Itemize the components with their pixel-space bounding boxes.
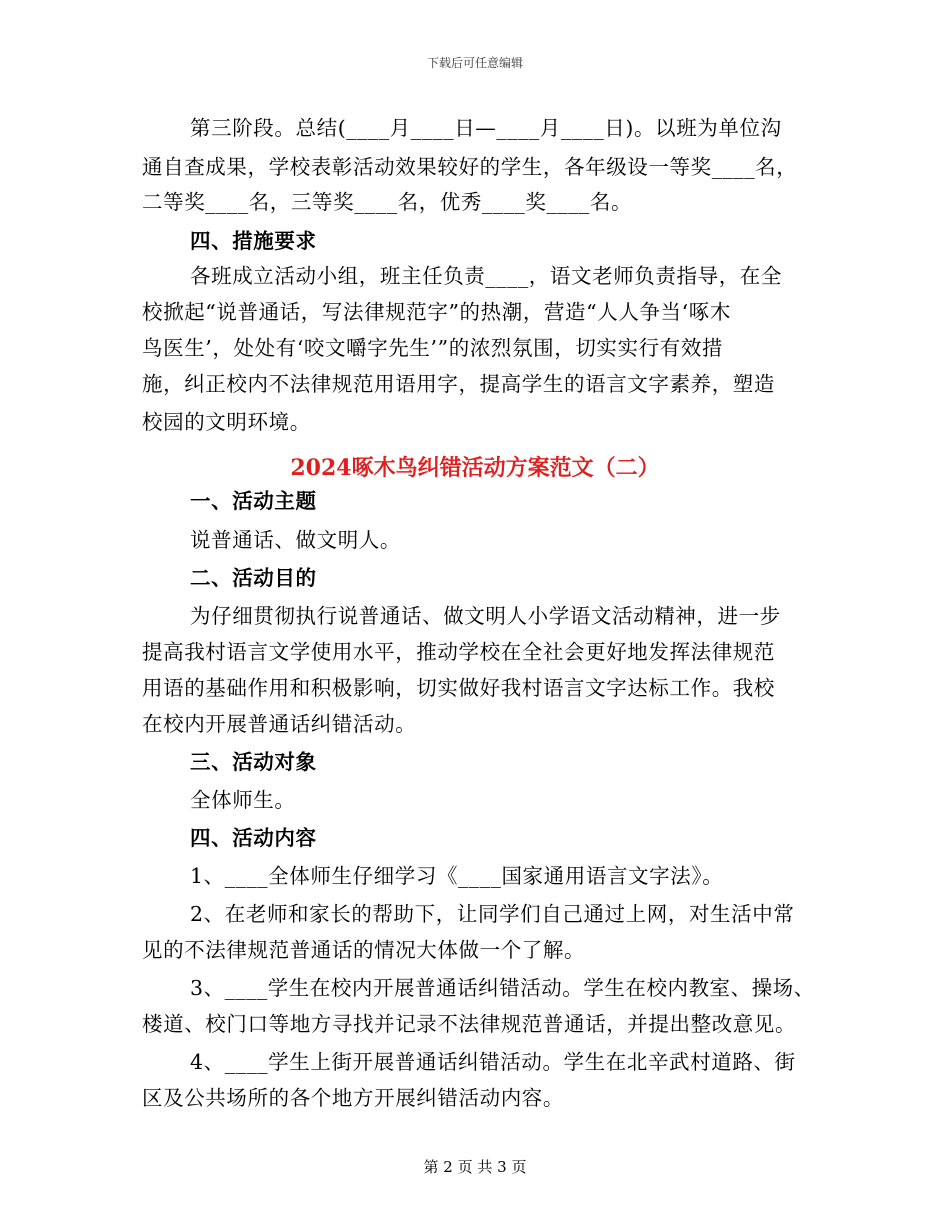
section-heading: 一、活动主题 (190, 489, 317, 513)
paragraph-line: 校园的文明环境。 (142, 410, 311, 434)
paragraph-line: 用语的基础作用和积极影响，切实做好我村语言文字达标工作。我校 (142, 676, 775, 700)
document-title: 2024啄木鸟纠错活动方案范文（二） (290, 455, 660, 481)
section-heading: 二、活动目的 (190, 566, 317, 590)
page-number: 第 2 页 共 3 页 (423, 1158, 527, 1176)
section-heading: 四、活动内容 (190, 826, 317, 850)
paragraph-line: 鸟医生’，处处有‘咬文嚼字先生’”的浓烈氛围，切实实行有效措 (142, 336, 724, 360)
section-heading: 四、措施要求 (190, 229, 317, 253)
paragraph-line: 楼道、校门口等地方寻找并记录不法律规范普通话，并提出整改意见。 (142, 1012, 797, 1036)
paragraph-line: 施，纠正校内不法律规范用语用字，提高学生的语言文字素养，塑造 (142, 372, 775, 396)
paragraph-line: 提高我村语言文学使用水平，推动学校在全社会更好地发挥法律规范 (142, 640, 775, 664)
list-item: 2、在老师和家长的帮助下，让同学们自己通过上网，对生活中常 (190, 902, 795, 926)
paragraph-line: 说普通话、做文明人。 (190, 528, 401, 552)
list-item: 4、____学生上街开展普通话纠错活动。学生在北辛武村道路、街 (190, 1050, 796, 1074)
paragraph-line: 通自查成果，学校表彰活动效果较好的学生，各年级设一等奖____名， (142, 155, 798, 179)
list-item: 3、____学生在校内开展普通话纠错活动。学生在校内教室、操场、 (190, 976, 815, 1000)
header-note: 下载后可任意编辑 (426, 56, 523, 70)
section-heading: 三、活动对象 (190, 750, 317, 774)
list-item: 1、____全体师生仔细学习《____国家通用语言文字法》。 (190, 864, 724, 888)
paragraph-line: 二等奖____名，三等奖____名，优秀____奖____名。 (142, 190, 633, 214)
paragraph-line: 全体师生。 (190, 788, 296, 812)
paragraph-line: 区及公共场所的各个地方开展纠错活动内容。 (142, 1086, 564, 1110)
paragraph-line: 为仔细贯彻执行说普通话、做文明人小学语文活动精神，进一步 (190, 604, 781, 628)
paragraph-line: 各班成立活动小组，班主任负责____，语文老师负责指导，在全 (190, 264, 782, 288)
paragraph-line: 见的不法律规范普通话的情况大体做一个了解。 (142, 938, 586, 962)
paragraph-line: 在校内开展普通话纠错活动。 (142, 712, 417, 736)
paragraph-line: 第三阶段。总结(____月____日—____月____日)。以班为单位沟 (190, 116, 782, 140)
paragraph-line: 校掀起“说普通话，写法律规范字”的热潮，营造“人人争当‘啄木 (142, 300, 731, 324)
